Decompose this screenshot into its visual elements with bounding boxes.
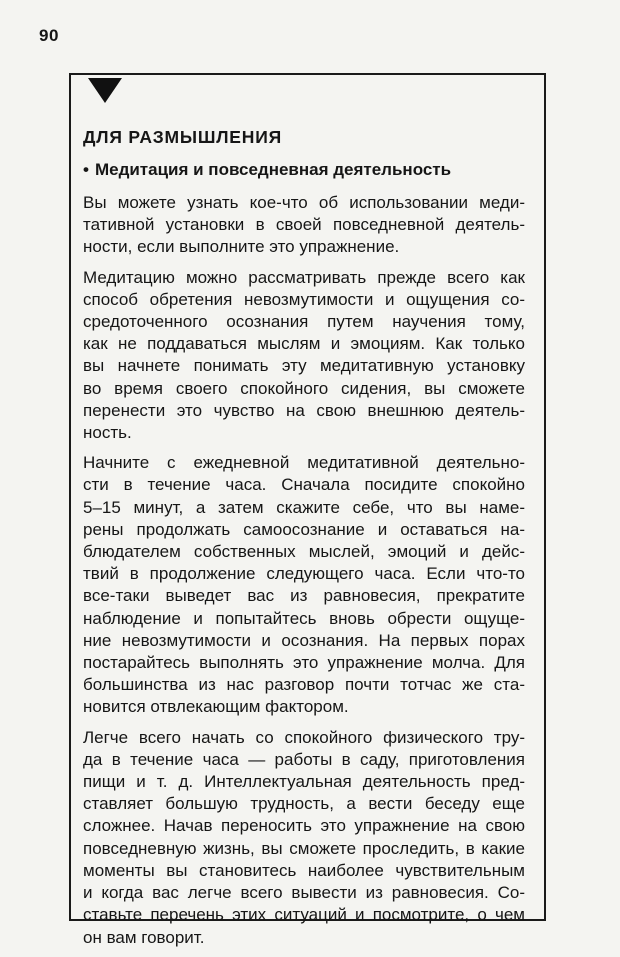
text-line: ние невозмутимости и осознания. На первых порах [83, 630, 525, 650]
text-line: Медитацию можно рассматривать прежде всего как [83, 267, 525, 287]
text-line: повседневную жизнь, вы сможете проследить, в какие [83, 838, 525, 858]
text-line: перенести это чувство на свою внешнюю деятель- [83, 400, 525, 420]
text-line: постарайтесь выполнять это упражнение молча. Для [83, 653, 525, 673]
text-line: ставляет большую трудность, а вести беседу еще [83, 794, 525, 814]
text-line: Начните с ежедневной медитативной деятельно- [83, 453, 525, 473]
page-number: 90 [39, 26, 59, 45]
text-line: сти в течение часа. Сначала посидите спокойно [83, 475, 525, 495]
text-line: наблюдение и попытайтесь вновь обрести ощуще- [83, 608, 525, 628]
text-line: тативной установки в своей повседневной деятель- [83, 215, 525, 235]
text-line: ставьте перечень этих ситуаций и посмотрите, о чем [83, 905, 525, 925]
text-line: Вы можете узнать кое-что об использовании меди- [83, 193, 525, 212]
paragraph [83, 267, 525, 445]
text-line: ности, если выполните это упражнение. [83, 237, 400, 257]
text-line: и когда вас легче всего вывести из равновесия. Со- [83, 883, 525, 903]
bullet-icon: • [83, 160, 89, 179]
exercise-box-content [83, 125, 525, 957]
text-line: сложнее. Начав переносить это упражнение на свою [83, 816, 525, 836]
text-line: 5–15 минут, а затем скажите себе, что вы наме- [83, 497, 525, 517]
body-text [83, 192, 525, 949]
paragraph [83, 727, 525, 949]
text-line: ность. [83, 423, 132, 443]
paragraph [83, 452, 525, 718]
text-line: способ обретения невозмутимости и ощущения со- [83, 289, 525, 309]
text-line: он вам говорит. [83, 927, 205, 947]
text-line: Легче всего начать со спокойного физического тру- [83, 727, 525, 747]
subheading-text: Медитация и повседневная деятельность [94, 160, 452, 179]
text-line: большинства из нас разговор почти тотчас же ста- [83, 675, 525, 695]
text-line: блюдателем собственных мыслей, эмоций и дейс- [83, 542, 525, 562]
text-line: да в течение часа — работы в саду, приготовления [83, 749, 525, 769]
section-title: ДЛЯ РАЗМЫШЛЕНИЯ [83, 127, 282, 147]
text-line: пищи и т. д. Интеллектуальная деятельность пред- [83, 772, 525, 792]
text-line: моменты вы становитесь наиболее чувствительным [83, 860, 525, 880]
paragraph [83, 192, 525, 259]
text-line: новится отвлекающим фактором. [83, 697, 349, 717]
text-line: во время своего спокойного сидения, вы сможете [83, 378, 525, 398]
text-line: как не поддаваться мыслям и эмоциям. Как только [83, 334, 525, 354]
text-line: вы начнете понимать эту медитативную установку [83, 356, 525, 376]
subheading [83, 158, 525, 182]
text-line: твий в продолжение следующего часа. Если что-то [83, 564, 525, 584]
text-line: рены продолжать самоосознание и оставаться на- [83, 519, 525, 539]
triangle-marker-icon [88, 78, 122, 103]
text-line: средоточенного осознания путем научения тому, [83, 312, 525, 332]
text-line: все-таки выведет вас из равновесия, прекратите [83, 586, 525, 606]
